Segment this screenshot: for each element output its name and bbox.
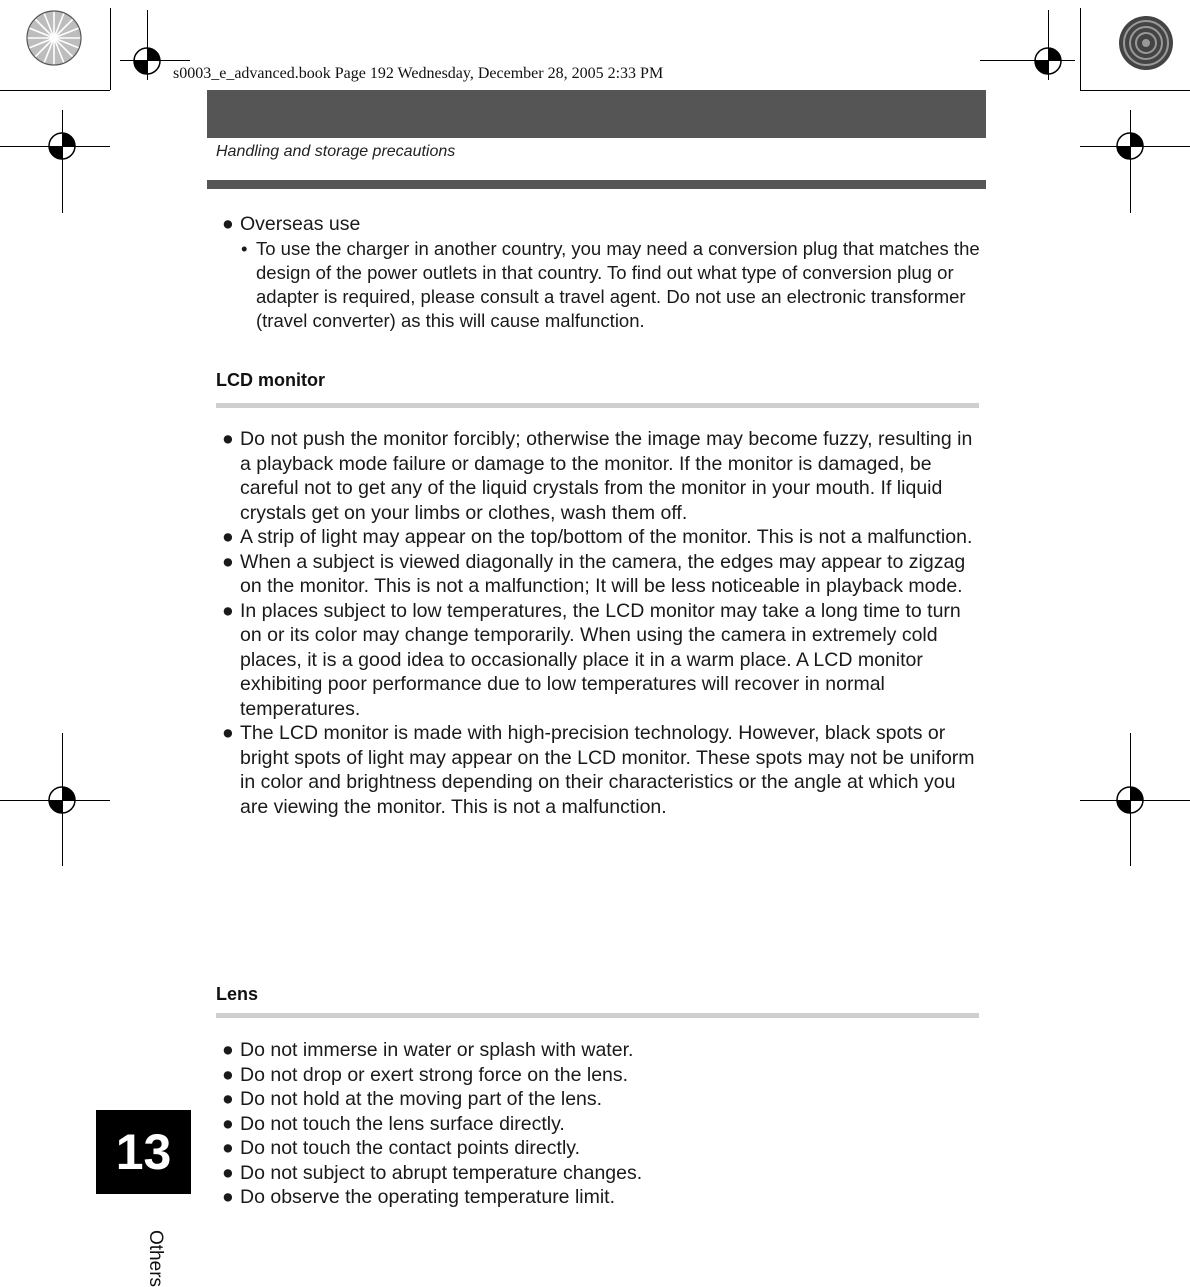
header-bar bbox=[207, 90, 986, 138]
chapter-number-tab: 13 bbox=[96, 1110, 191, 1194]
list-item: ● Do not drop or exert strong force on the lens. bbox=[222, 1063, 629, 1086]
bullet-icon: ● bbox=[222, 213, 234, 235]
registration-mark-icon bbox=[1031, 44, 1065, 78]
list-item: ● Do not touch the contact points directly. bbox=[222, 1137, 580, 1159]
list-item: ● Do not hold at the moving part of the lens. bbox=[222, 1088, 603, 1110]
list-item: ● Do not push the monitor forcibly; otherwise the image may become fuzzy, resulting in a playback mode failure or damage to the monitor. If the monitor is damaged, be careful not to get any of the liquid crystals from the monitor in your mouth. If liquid crystals get on your limbs or clothes, wash them off. bbox=[222, 428, 973, 524]
bullet-icon: ● bbox=[222, 1186, 234, 1208]
bullet-icon: ● bbox=[222, 599, 234, 622]
lcd-heading: LCD monitor bbox=[216, 370, 325, 390]
bullet-icon: ● bbox=[222, 526, 234, 548]
list-item: ● The LCD monitor is made with high-precision technology. However, black spots or bright spots of light may appear on the LCD monitor. These spots may not be uniform in color and brightness depending on their characteristics or the angle at which you are viewing the monitor. This is not a malfunction. bbox=[222, 722, 975, 818]
header-divider bbox=[207, 180, 986, 189]
bullet-icon: ● bbox=[222, 1039, 234, 1061]
overseas-block bbox=[222, 212, 982, 333]
section-rule bbox=[216, 403, 979, 408]
bullet-icon: ● bbox=[222, 550, 234, 573]
registration-mark-icon bbox=[130, 44, 164, 78]
list-item: ● Do not subject to abrupt temperature changes. bbox=[222, 1161, 643, 1184]
registration-mark-icon bbox=[45, 129, 79, 163]
bullet-icon: ● bbox=[222, 1112, 234, 1135]
bullet-icon: ● bbox=[222, 722, 234, 744]
bullet-icon: ● bbox=[222, 1063, 234, 1086]
registration-mark-icon bbox=[1113, 129, 1147, 163]
lcd-list bbox=[222, 427, 982, 819]
registration-mark-icon bbox=[45, 783, 79, 817]
registration-mark-icon bbox=[1113, 783, 1147, 817]
bullet-icon: ● bbox=[222, 1088, 234, 1110]
section-title: Handling and storage precautions bbox=[216, 143, 456, 160]
bullet-icon: ● bbox=[222, 1161, 234, 1184]
list-item: ● When a subject is viewed diagonally in the camera, the edges may appear to zigzag on the monitor. This is not a malfunction; It will be less noticeable in playback mode. bbox=[222, 550, 966, 597]
bullet-icon: ● bbox=[222, 1137, 234, 1159]
lens-list bbox=[222, 1038, 982, 1210]
chapter-label: Others bbox=[145, 1230, 166, 1287]
lens-heading: Lens bbox=[216, 984, 259, 1004]
sub-list-item: • To use the charger in another country, you may need a conversion plug that matches the design of the power outlets in that country. To find out what type of conversion plug or adapter is required, please consult a travel agent. Do not use an electronic transformer (travel converter) as this will cause malfunction. bbox=[241, 237, 980, 331]
print-page-header: s0003_e_advanced.book Page 192 Wednesday, December 28, 2005 2:33 PM bbox=[173, 65, 664, 82]
list-item: ● Do observe the operating temperature limit. bbox=[222, 1186, 616, 1208]
list-item: ● Do not immerse in water or splash with water. bbox=[222, 1039, 634, 1061]
list-item: ● Overseas use bbox=[222, 213, 361, 235]
section-rule bbox=[216, 1013, 979, 1018]
list-item: ● Do not touch the lens surface directly. bbox=[222, 1112, 565, 1135]
starburst-target-icon bbox=[24, 8, 84, 68]
list-item: ● A strip of light may appear on the top/bottom of the monitor. This is not a malfunction. bbox=[222, 526, 973, 548]
bullet-icon: ● bbox=[222, 428, 234, 450]
list-item: ● In places subject to low temperatures, the LCD monitor may take a long time to turn on or its color may change temporarily. When using the camera in extremely cold places, it is a good idea to occasionally place it in a warm place. A LCD monitor exhibiting poor performance due to low temperatures will recover in normal temperatures. bbox=[222, 599, 961, 720]
dot-icon: • bbox=[241, 237, 248, 259]
concentric-target-icon bbox=[1117, 14, 1175, 72]
